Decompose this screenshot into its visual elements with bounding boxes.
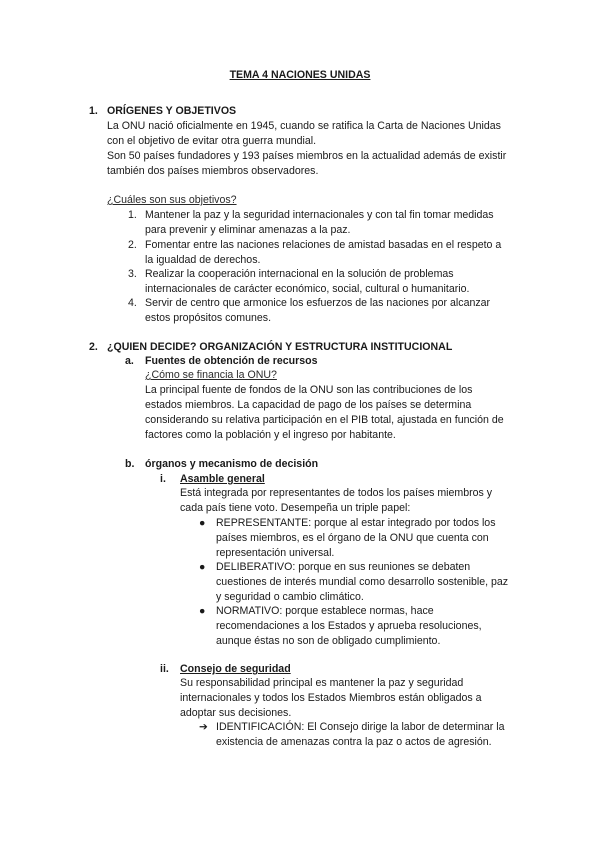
objective-1-number: 1. [128, 209, 137, 221]
identificacion-line-2: existencia de amenazas contra la paz o actos de agresión. [216, 736, 492, 748]
item-ii-numeral: ii. [160, 663, 169, 675]
page-title: TEMA 4 NACIONES UNIDAS [229, 69, 371, 81]
general-assembly-line-2: cada país tiene voto. Desempeña un triple papel: [180, 502, 411, 514]
objective-1-line-2: para prevenir y eliminar amenazas a la paz. [145, 224, 351, 236]
arrow-right-icon: ➔ [199, 721, 208, 733]
objective-1-line-1: Mantener la paz y la seguridad internacionales y con tal fin tomar medidas [145, 209, 494, 221]
bullet-icon: ● [199, 561, 206, 573]
objective-3-line-2: internacionales de carácter económico, social, cultural o humanitario. [145, 283, 470, 295]
financing-line-3: considerando su relativa participación en el PIB total, ajustada en función de [145, 414, 504, 426]
objective-4-number: 4. [128, 297, 137, 309]
objective-4-line-2: estos propósitos comunes. [145, 312, 272, 324]
security-council-heading: Consejo de seguridad [180, 663, 291, 675]
general-assembly-heading: Asamble general [180, 473, 265, 485]
general-assembly-line-1: Está integrada por representantes de todos los países miembros y [180, 487, 493, 499]
section-1-heading: ORÍGENES Y OBJETIVOS [107, 105, 237, 117]
normativo-line-1: NORMATIVO: porque establece normas, hace [216, 605, 434, 617]
identificacion-line-1: IDENTIFICACIÓN: El Consejo dirige la labor de determinar la [216, 721, 505, 733]
representante-line-2: países miembros, es el órgano de la ONU que cuenta con [216, 532, 489, 544]
financing-question-link[interactable]: ¿Cómo se financia la ONU? [145, 369, 277, 381]
section-1-number: 1. [89, 105, 98, 117]
representante-line-3: representación universal. [216, 547, 335, 559]
normativo-line-2: recomendaciones a los Estados y aprueba resoluciones, [216, 620, 482, 632]
item-i-numeral: i. [160, 473, 166, 485]
objective-4-line-1: Servir de centro que armonice los esfuerzos de las naciones por alcanzar [145, 297, 491, 309]
security-council-line-3: adoptar sus decisiones. [180, 707, 292, 719]
objective-2-line-2: la igualdad de derechos. [145, 254, 261, 266]
section-2-number: 2. [89, 341, 98, 353]
security-council-line-2: internacionales y todos los Estados Miembros están obligados a [180, 692, 482, 704]
objective-3-line-1: Realizar la cooperación internacional en la solución de problemas [145, 268, 454, 280]
deliberativo-line-2: cuestiones de interés mundial como desarrollo sostenible, paz [216, 576, 509, 588]
objective-2-number: 2. [128, 239, 137, 251]
section-2-heading: ¿QUIEN DECIDE? ORGANIZACIÓN Y ESTRUCTURA INSTITUCIONAL [107, 341, 453, 353]
financing-line-1: La principal fuente de fondos de la ONU son las contribuciones de los [145, 384, 473, 396]
section-1-paragraph-2-line-2: también dos países miembros observadores. [107, 165, 319, 177]
bullet-icon: ● [199, 517, 206, 529]
subsection-a-heading: Fuentes de obtención de recursos [145, 355, 318, 367]
objective-3-number: 3. [128, 268, 137, 280]
deliberativo-line-1: DELIBERATIVO: porque en sus reuniones se debaten [216, 561, 471, 573]
deliberativo-line-3: y seguridad o cambio climático. [216, 591, 364, 603]
subsection-b-heading: órganos y mecanismo de decisión [145, 458, 319, 470]
representante-line-1: REPRESENTANTE: porque al estar integrado por todos los [216, 517, 496, 529]
subsection-a-letter: a. [125, 355, 134, 367]
section-1-paragraph-1-line-1: La ONU nació oficialmente en 1945, cuando se ratifica la Carta de Naciones Unidas [107, 120, 501, 132]
objectives-question-link[interactable]: ¿Cuáles son sus objetivos? [107, 194, 237, 206]
security-council-line-1: Su responsabilidad principal es mantener la paz y seguridad [180, 677, 464, 689]
subsection-b-letter: b. [125, 458, 135, 470]
bullet-icon: ● [199, 605, 206, 617]
normativo-line-3: aunque éstas no son de obligado cumplimiento. [216, 635, 441, 647]
section-1-paragraph-1-line-2: con el objetivo de evitar otra guerra mundial. [107, 135, 317, 147]
financing-line-2: estados miembros. La capacidad de pago de los países se determina [145, 399, 472, 411]
financing-line-4: factores como la población y el ingreso por habitante. [145, 429, 396, 441]
section-1-paragraph-2-line-1: Son 50 países fundadores y 193 países miembros en la actualidad además de existir [107, 150, 507, 162]
objective-2-line-1: Fomentar entre las naciones relaciones de amistad basadas en el respeto a [145, 239, 502, 251]
